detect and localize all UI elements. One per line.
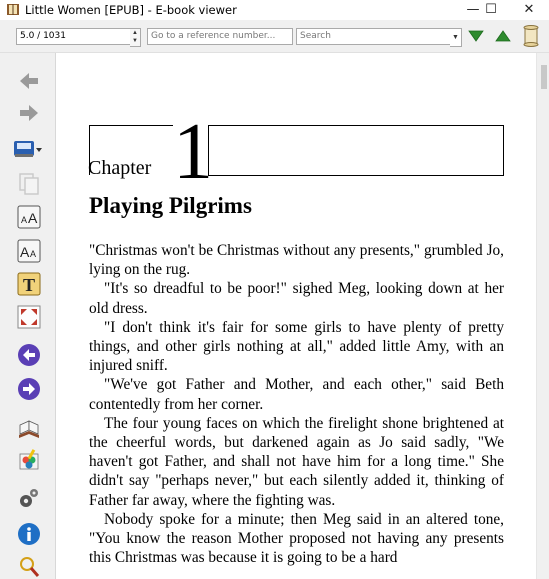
search-dropdown-icon[interactable]: ▼ — [450, 28, 462, 47]
table-of-contents-icon[interactable] — [17, 417, 41, 441]
spin-up-icon[interactable]: ▲ — [132, 30, 138, 36]
spin-down-icon[interactable]: ▼ — [132, 38, 138, 44]
back-arrow-icon[interactable] — [17, 69, 41, 93]
bookmark-tool-icon[interactable] — [17, 555, 41, 579]
paragraph: "Christmas won't be Christmas without any presents," grumbled Jo, lying on the rug. — [89, 242, 504, 279]
info-icon[interactable] — [17, 522, 41, 546]
scroll-icon[interactable] — [522, 25, 540, 47]
search-input[interactable]: Search — [296, 28, 451, 45]
paragraph: "It's so dreadful to be poor!" sighed Meg, looking down at her old dress. — [89, 280, 504, 317]
theme-icon[interactable] — [17, 448, 41, 472]
text-format-icon[interactable] — [17, 272, 41, 296]
svg-text:A: A — [20, 244, 30, 260]
next-page-icon[interactable] — [17, 377, 41, 401]
vertical-scrollbar[interactable] — [536, 53, 549, 579]
position-spinbox[interactable]: 5.0 / 1031 — [16, 28, 134, 45]
title-bar — [0, 0, 549, 20]
chapter-label: Chapter — [88, 157, 152, 179]
top-toolbar — [0, 20, 549, 53]
preferences-icon[interactable] — [17, 486, 41, 510]
paragraph: Nobody spoke for a minute; then Meg said in an altered tone, "You know the reason Mother proposed not having any presents this Christmas was because it is going to be a hard — [89, 510, 504, 567]
previous-page-icon[interactable] — [17, 343, 41, 367]
sidebar — [0, 53, 56, 579]
forward-arrow-icon[interactable] — [17, 101, 41, 125]
svg-text:A: A — [21, 215, 28, 225]
svg-text:T: T — [23, 275, 36, 295]
find-next-icon[interactable] — [468, 30, 484, 42]
chapter-number: 1 — [173, 108, 213, 196]
svg-text:A: A — [28, 210, 38, 226]
scrollbar-thumb[interactable] — [541, 65, 547, 89]
window-title: Little Women [EPUB] - E-book viewer — [25, 3, 237, 17]
close-button[interactable]: ✕ — [523, 2, 535, 17]
save-icon[interactable] — [12, 137, 42, 161]
maximize-button[interactable]: ☐ — [485, 2, 497, 17]
font-smaller-icon[interactable] — [17, 239, 41, 263]
svg-text:A: A — [30, 249, 37, 259]
paragraph: "I don't think it's fair for some girls to have plenty of pretty things, and other girls nothing at all," added little Amy, with an injured sniff. — [89, 318, 504, 375]
minimize-button[interactable]: — — [466, 2, 480, 17]
chapter-title: Playing Pilgrims — [89, 193, 252, 218]
copy-icon[interactable] — [17, 172, 41, 196]
paragraph: The four young faces on which the firelight shone brightened at the cheerful words, but darkened again as Jo said sadly, "We haven't got Father, and shall not have him for a long time." She didn't say "perhaps never," but each silently added it, thinking of Father far away, where the fighting was. — [89, 414, 504, 509]
paragraph: "We've got Father and Mother, and each other," said Beth contentedly from her corner. — [89, 376, 504, 413]
font-larger-icon[interactable] — [17, 205, 41, 229]
find-previous-icon[interactable] — [495, 30, 511, 42]
fullscreen-icon[interactable] — [17, 305, 41, 329]
app-book-icon — [6, 3, 20, 16]
position-spinner[interactable] — [130, 28, 141, 47]
chapter-body — [89, 241, 504, 567]
reference-input[interactable]: Go to a reference number... — [147, 28, 293, 45]
chapter-frame-right — [208, 125, 504, 176]
